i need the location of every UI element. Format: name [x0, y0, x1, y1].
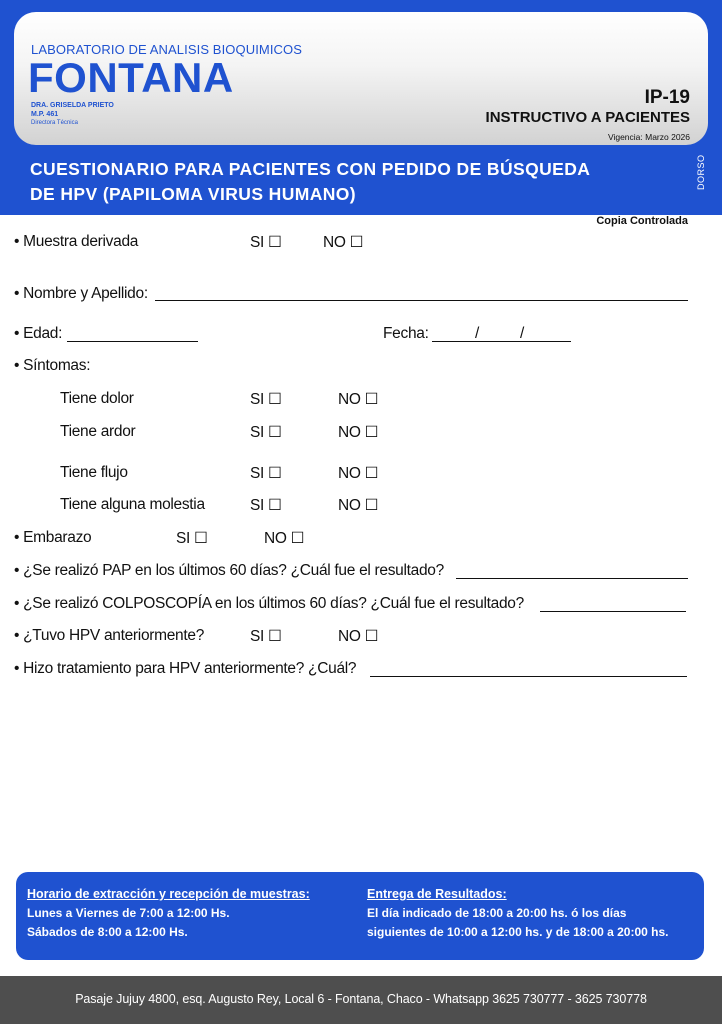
brand-logo-text: FONTANA: [28, 54, 234, 101]
question-hpv-previo: • ¿Tuvo HPV anteriormente?: [14, 627, 205, 644]
schedule-line-1: Lunes a Viernes de 7:00 a 12:00 Hs.: [27, 906, 230, 920]
hpv-si-checkbox[interactable]: SI ☐: [250, 628, 282, 645]
fecha-slash-1: /: [475, 325, 480, 342]
label-molestia: Tiene alguna molestia: [60, 496, 205, 513]
fecha-slash-2: /: [520, 325, 525, 342]
lab-name: LABORATORIO DE ANALISIS BIOQUIMICOS: [31, 42, 303, 57]
nombre-input-line[interactable]: [155, 300, 688, 301]
molestia-no-checkbox[interactable]: NO ☐: [338, 497, 379, 514]
info-box: [16, 872, 704, 960]
director-license: M.P. 461: [31, 111, 59, 118]
page-title: [30, 157, 670, 207]
title-line-2: DE HPV (PAPILOMA VIRUS HUMANO): [30, 184, 357, 204]
address-bar: [0, 976, 722, 1024]
label-flujo: Tiene flujo: [60, 464, 128, 481]
results-line-2: siguientes de 10:00 a 12:00 hs. y de 18:00 a 20:00 hs.: [367, 925, 669, 939]
results-line-1: El día indicado de 18:00 a 20:00 hs. ó los días: [367, 906, 627, 920]
ardor-si-checkbox[interactable]: SI ☐: [250, 424, 282, 441]
results-title: Entrega de Resultados:: [367, 887, 507, 901]
flujo-si-checkbox[interactable]: SI ☐: [250, 465, 282, 482]
fecha-input-line[interactable]: [432, 341, 571, 342]
label-fecha: Fecha:: [383, 325, 429, 342]
director-info: [31, 101, 114, 128]
doc-type: INSTRUCTIVO A PACIENTES: [485, 109, 690, 126]
hpv-no-checkbox[interactable]: NO ☐: [338, 628, 379, 645]
title-line-1: CUESTIONARIO PARA PACIENTES CON PEDIDO DE BÚSQUEDA: [30, 159, 591, 179]
schedule-line-2: Sábados de 8:00 a 12:00 Hs.: [27, 925, 188, 939]
side-label: DORSO: [696, 154, 706, 190]
dolor-no-checkbox[interactable]: NO ☐: [338, 391, 379, 408]
label-dolor: Tiene dolor: [60, 390, 134, 407]
validity-date: Vigencia: Marzo 2026: [607, 132, 690, 142]
colposcopia-input-line[interactable]: [540, 611, 686, 612]
flujo-no-checkbox[interactable]: NO ☐: [338, 465, 379, 482]
doc-code: IP-19: [644, 87, 690, 108]
results-column: [367, 885, 669, 942]
director-role: Directora Técnica: [31, 120, 78, 126]
pap-input-line[interactable]: [456, 578, 688, 579]
schedule-column: [27, 885, 310, 942]
schedule-title: Horario de extracción y recepción de muestras:: [27, 887, 310, 901]
label-ardor: Tiene ardor: [60, 423, 136, 440]
label-sintomas: • Síntomas:: [14, 357, 91, 374]
tratamiento-input-line[interactable]: [370, 676, 687, 677]
label-nombre: • Nombre y Apellido:: [14, 285, 148, 302]
dolor-si-checkbox[interactable]: SI ☐: [250, 391, 282, 408]
question-tratamiento: • Hizo tratamiento para HPV anteriormente? ¿Cuál?: [14, 660, 357, 677]
embarazo-si-checkbox[interactable]: SI ☐: [176, 530, 208, 547]
question-pap: • ¿Se realizó PAP en los últimos 60 días? ¿Cuál fue el resultado?: [14, 562, 444, 579]
edad-input-line[interactable]: [67, 341, 198, 342]
label-edad: • Edad:: [14, 325, 63, 342]
question-colposcopia: • ¿Se realizó COLPOSCOPÍA en los últimos 60 días? ¿Cuál fue el resultado?: [14, 595, 524, 612]
embarazo-no-checkbox[interactable]: NO ☐: [264, 530, 305, 547]
director-name: DRA. GRISELDA PRIETO: [31, 102, 114, 109]
muestra-no-checkbox[interactable]: NO ☐: [323, 234, 364, 251]
letterhead: [14, 12, 708, 145]
molestia-si-checkbox[interactable]: SI ☐: [250, 497, 282, 514]
label-embarazo: • Embarazo: [14, 529, 92, 546]
ardor-no-checkbox[interactable]: NO ☐: [338, 424, 379, 441]
question-muestra-derivada: • Muestra derivada: [14, 233, 139, 250]
copy-label: Copia Controlada: [596, 215, 688, 227]
address-text: Pasaje Jujuy 4800, esq. Augusto Rey, Local 6 - Fontana, Chaco - Whatsapp 3625 730777 - 3625 730778: [75, 992, 647, 1006]
muestra-si-checkbox[interactable]: SI ☐: [250, 234, 282, 251]
